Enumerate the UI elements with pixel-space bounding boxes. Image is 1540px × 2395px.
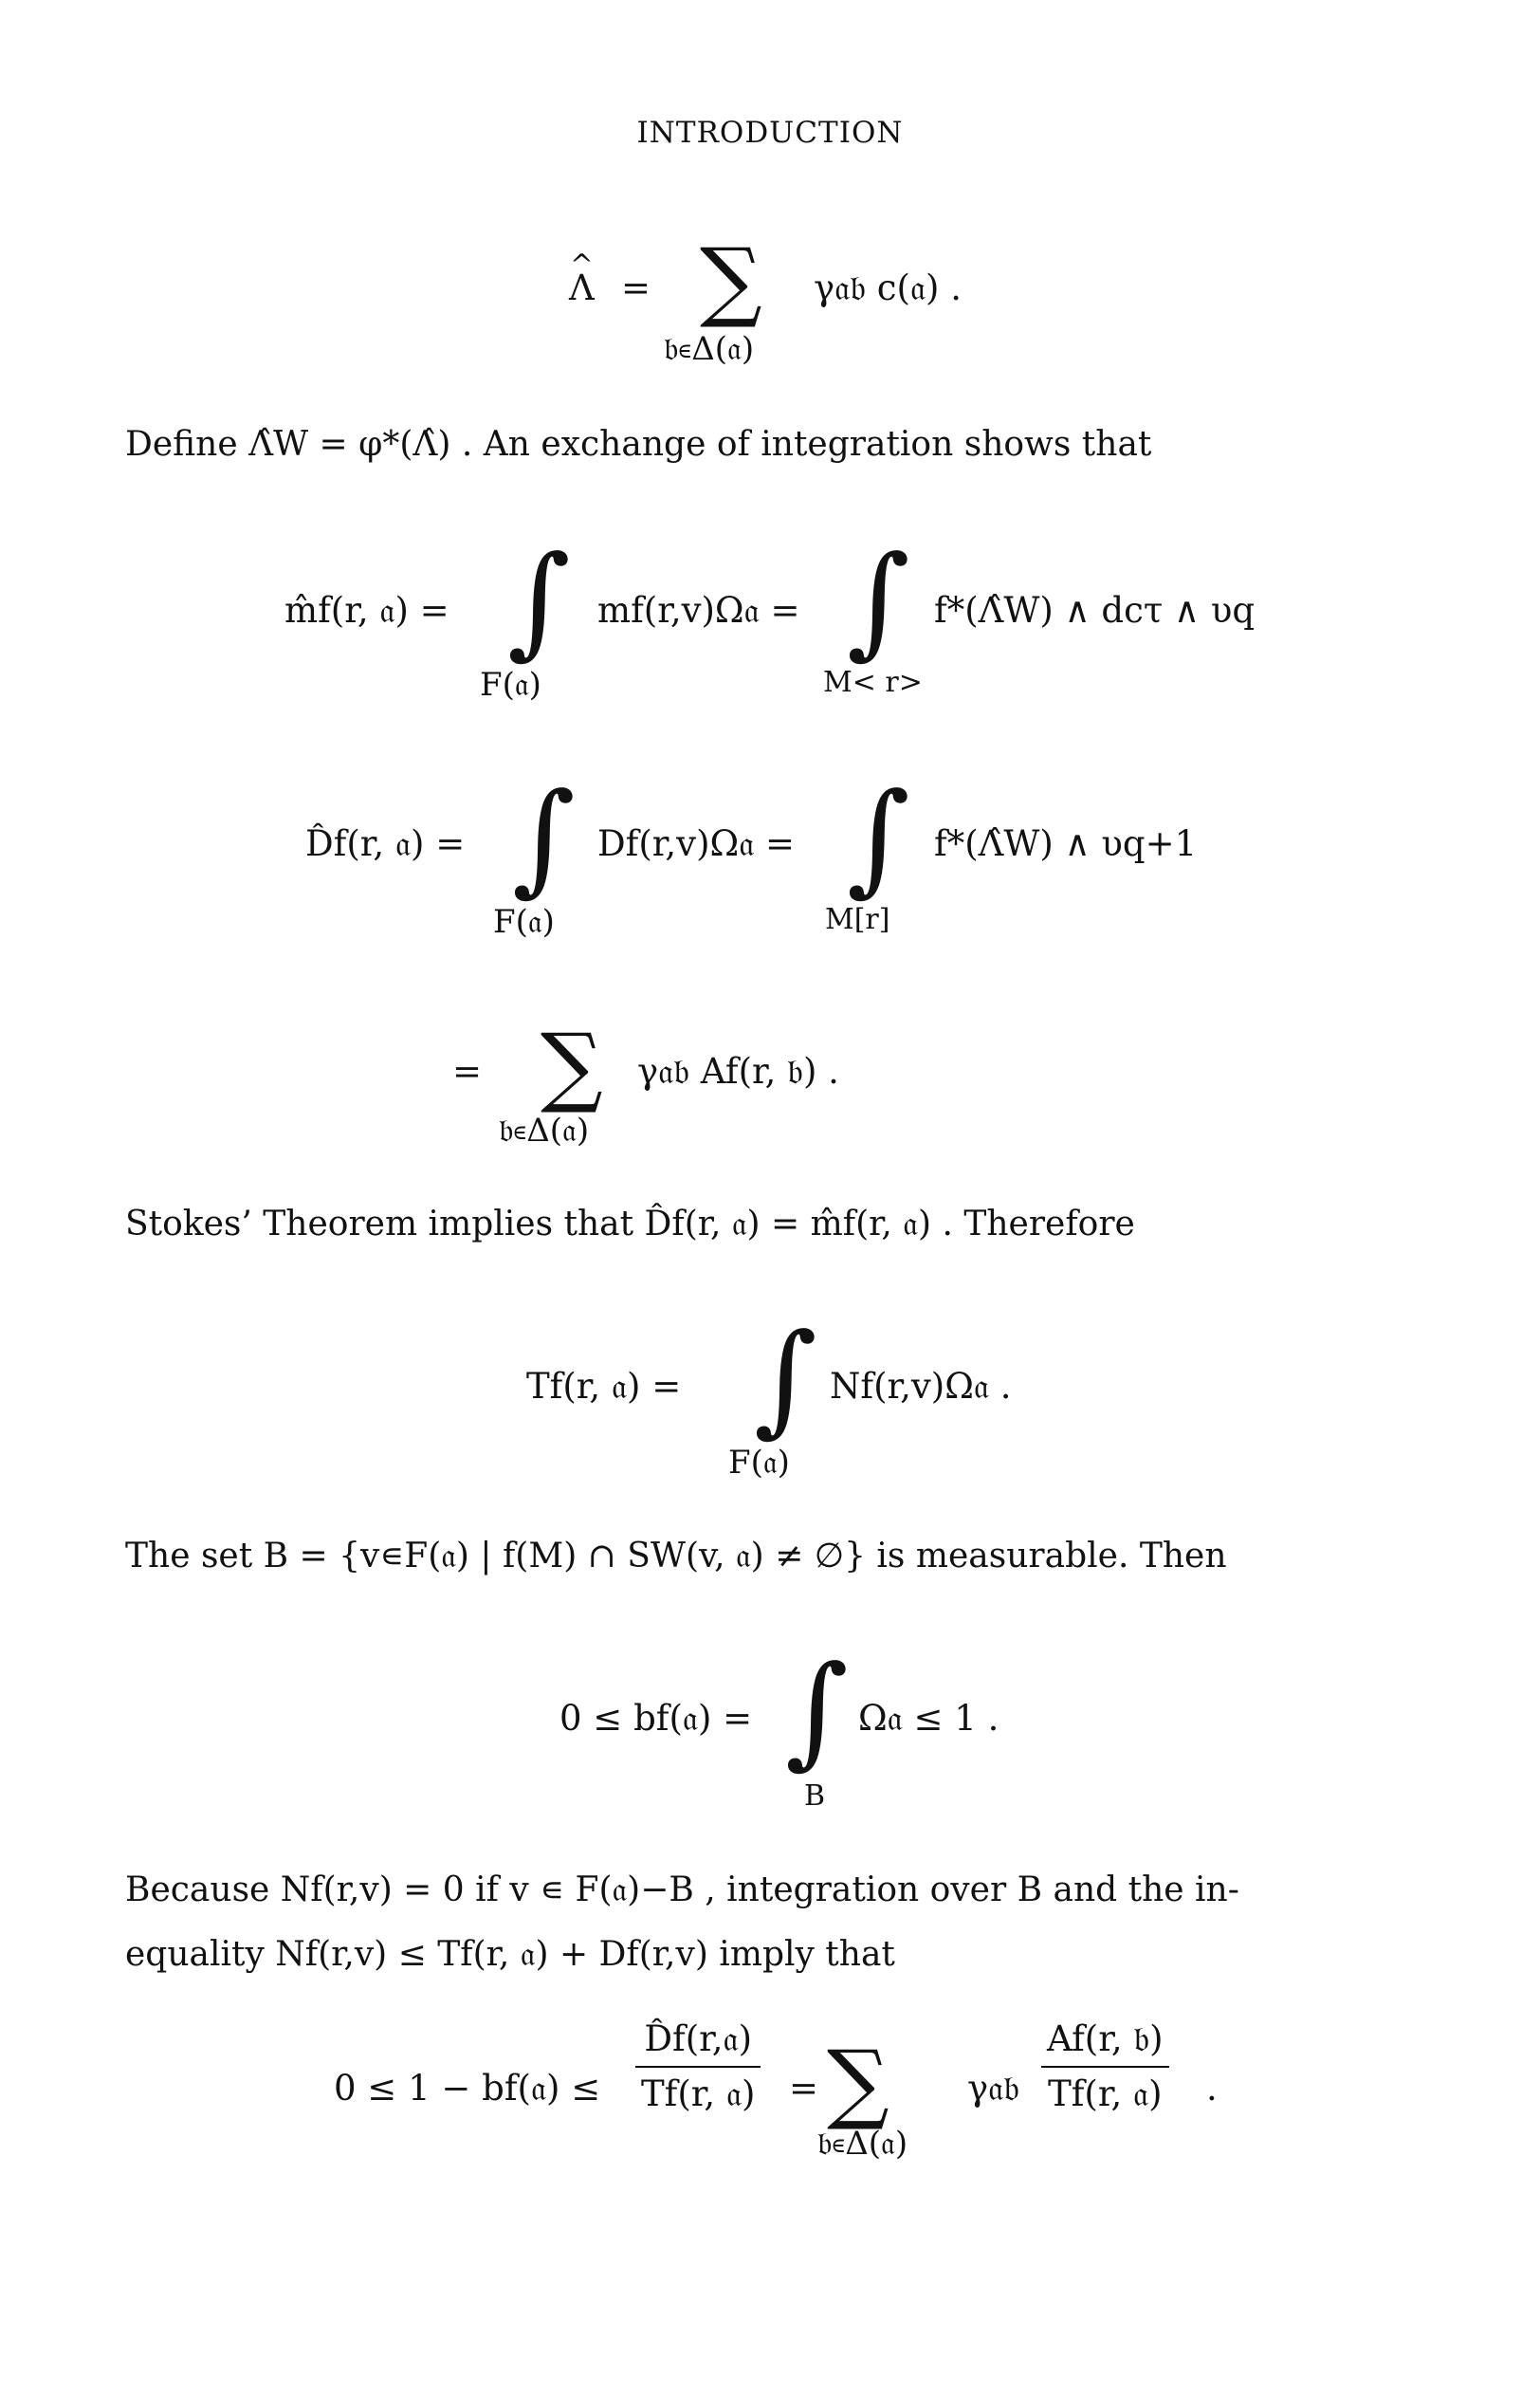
- equals-sign: =: [452, 1051, 483, 1092]
- coef-gamma: γ𝔞𝔟: [967, 2068, 1020, 2109]
- paragraph-set-b: The set B = {v∊F(𝔞) | f(M) ∩ SW(v, 𝔞) ≠ ∅} is measurable. Then: [125, 1537, 1227, 1575]
- m-hat-lhs: m̂f(r, 𝔞) =: [284, 590, 449, 631]
- tf-integrand: Nf(r,v)Ω𝔞 .: [830, 1366, 1012, 1407]
- integral-icon: ∫: [512, 767, 576, 909]
- integral-domain: M< r>: [823, 666, 923, 699]
- integral-domain: F(𝔞): [493, 903, 555, 941]
- d-integrand: Df(r,v)Ω𝔞 =: [597, 823, 796, 864]
- paragraph-because-line1: Because Nf(r,v) = 0 if v ∊ F(𝔞)−B , integration over B and the in-: [125, 1870, 1239, 1909]
- paragraph-stokes: Stokes’ Theorem implies that D̂f(r, 𝔞) = m̂f(r, 𝔞) . Therefore: [125, 1205, 1135, 1244]
- sum-index: 𝔟∊Δ(𝔞): [817, 2125, 908, 2163]
- integral-domain: B: [804, 1779, 826, 1813]
- d-rhs: f*(Λ̂W) ∧ υq+1: [934, 823, 1198, 864]
- bf-lhs: 0 ≤ bf(𝔞) =: [559, 1698, 753, 1739]
- lambda-hat-symbol: ^ Λ: [569, 267, 595, 308]
- integral-icon: ∫: [754, 1308, 817, 1449]
- page-header: INTRODUCTION: [636, 116, 904, 150]
- paragraph-because-line2: equality Nf(r,v) ≤ Tf(r, 𝔞) + Df(r,v) imply that: [125, 1935, 895, 1974]
- integral-domain: F(𝔞): [728, 1444, 790, 1482]
- summation-icon: ∑: [700, 230, 762, 331]
- integral-icon: ∫: [785, 1640, 849, 1781]
- period: .: [1206, 2068, 1218, 2109]
- integral-domain: M[r]: [825, 903, 890, 936]
- bf-rhs: Ω𝔞 ≤ 1 .: [858, 1698, 999, 1739]
- sum-term: γ𝔞𝔟 c(𝔞) .: [814, 267, 962, 308]
- integral-domain: F(𝔞): [480, 666, 541, 704]
- integral-icon: ∫: [847, 530, 910, 672]
- equals-sign: =: [621, 267, 651, 308]
- m-integrand: mf(r,v)Ω𝔞 =: [597, 590, 800, 631]
- summation-icon: ∑: [541, 1015, 603, 1116]
- equals-sign: =: [789, 2068, 819, 2109]
- tf-lhs: Tf(r, 𝔞) =: [526, 1366, 682, 1407]
- sum-index: 𝔟∊Δ(𝔞): [499, 1112, 590, 1150]
- summation-icon: ∑: [827, 2032, 889, 2133]
- sum-term: γ𝔞𝔟 Af(r, 𝔟) .: [637, 1051, 839, 1092]
- sum-index: 𝔟∊Δ(𝔞): [664, 330, 755, 368]
- integral-icon: ∫: [507, 530, 571, 672]
- d-hat-lhs: D̂f(r, 𝔞) =: [305, 823, 466, 864]
- integral-icon: ∫: [847, 767, 910, 909]
- fraction-d-over-t: $\frac{\text{D̂f(r,𝔞)}}{\text{Tf(r, 𝔞)}}$: [635, 2018, 761, 2115]
- fraction-a-over-t: $\frac{\text{Af(r, 𝔟)}}{\text{Tf(r, 𝔞)}}$: [1041, 2018, 1169, 2115]
- paragraph-define: Define Λ̂W = φ*(Λ̂) . An exchange of integration shows that: [125, 425, 1152, 464]
- m-rhs: f*(Λ̂W) ∧ dcτ ∧ υq: [934, 590, 1256, 631]
- ineq-lhs: 0 ≤ 1 − bf(𝔞) ≤: [334, 2068, 601, 2109]
